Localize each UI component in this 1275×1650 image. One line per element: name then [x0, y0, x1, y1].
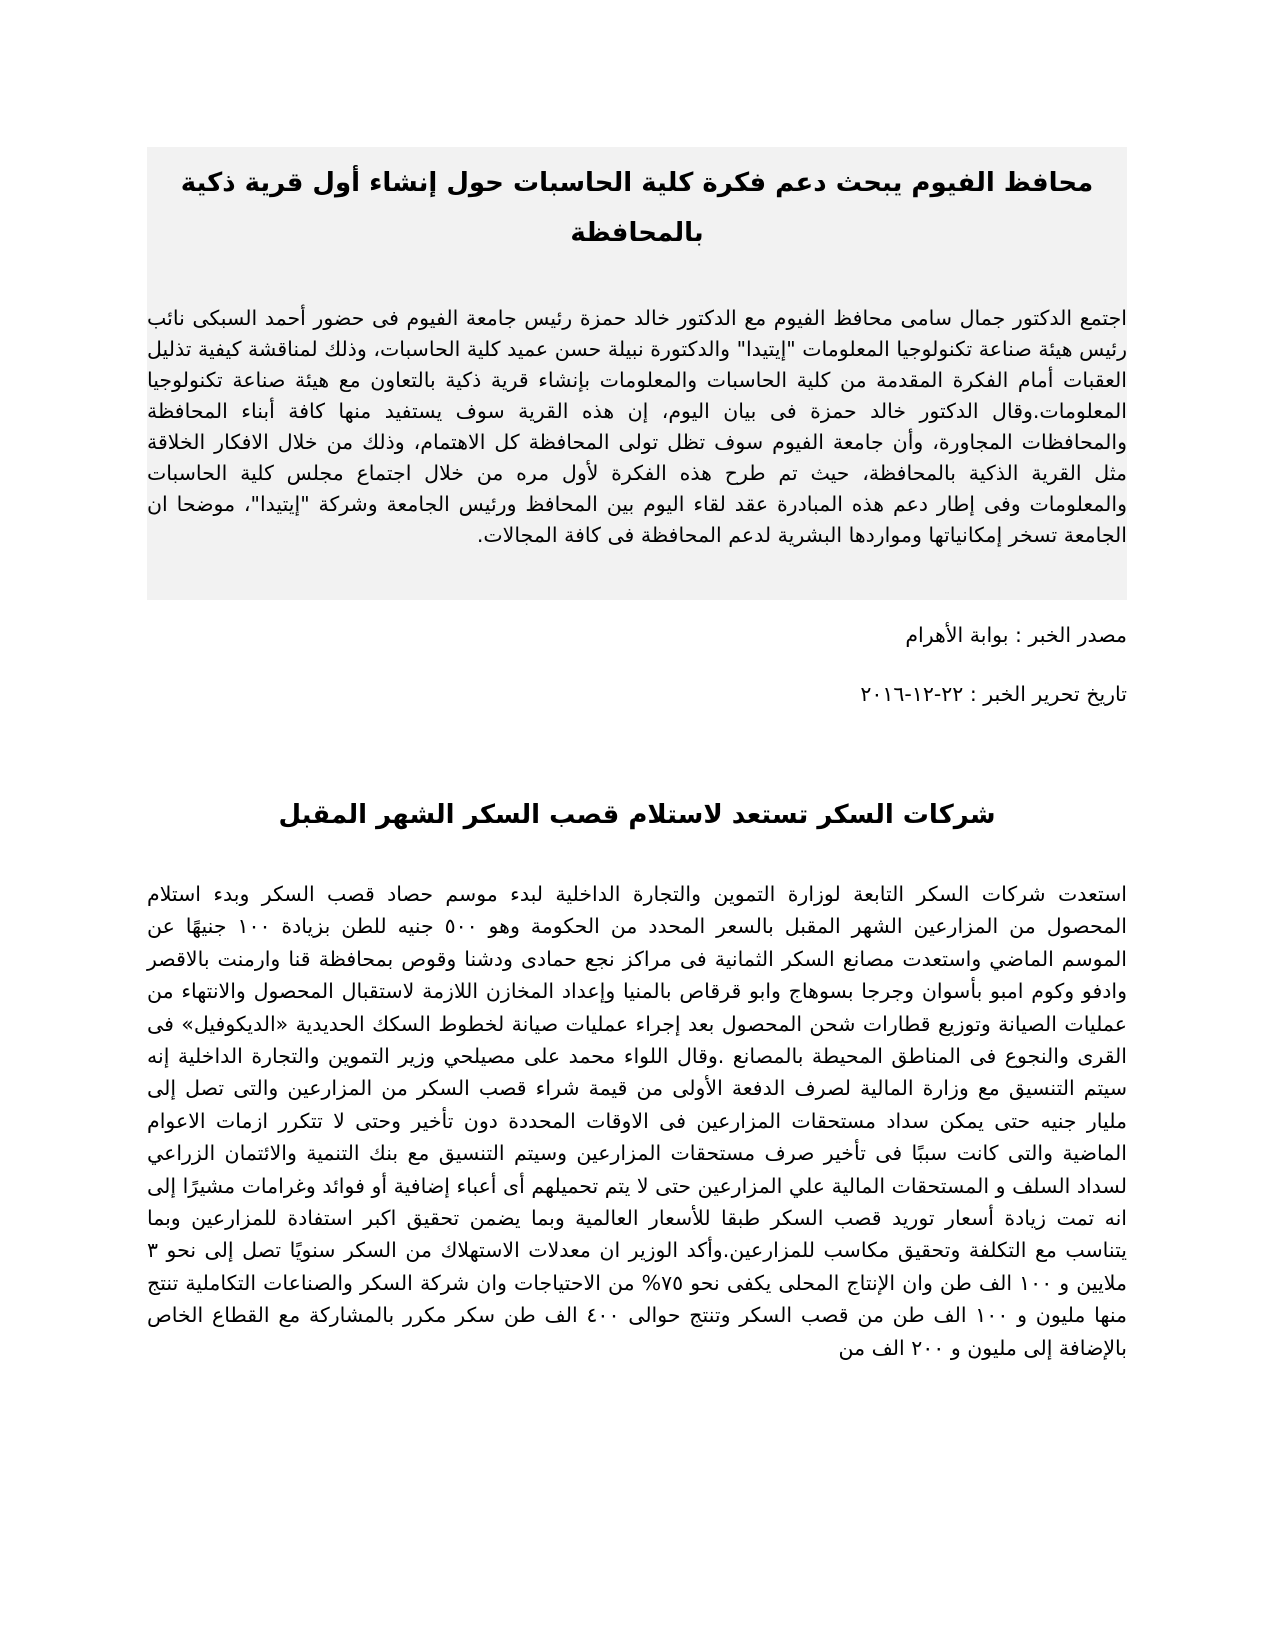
news-date: تاريخ تحرير الخبر : ٢٢-١٢-٢٠١٦: [860, 682, 1127, 706]
article-body: استعدت شركات السكر التابعة لوزارة التموين والتجارة الداخلية لبدء موسم حصاد قصب السكر وبدء استلام المحصول من المزارعين الشهر المقبل بالسعر المحدد من الحكومة وهو ٥٠٠ جنيه للطن بزيادة ١٠٠ جنيهًا عن الموسم الماضي واستعدت مصانع السكر الثمانية فى مراكز نجع حمادى ودشنا وقوص بمحافظة قنا وارمنت بالاقصر وادفو وكوم امبو بأسوان وجرجا بسوهاج وابو قرقاص بالمنيا وإعداد المخازن اللازمة لاستقبال المحصول والانتهاء من عمليات الصيانة وتوزيع قطارات شحن المحصول بعد إجراء عمليات صيانة لخطوط السكك الحديدية «الديكوفيل» فى القرى والنجوع فى المناطق المحيطة بالمصانع .وقال اللواء محمد على مصيلحي وزير التموين والتجارة الداخلية إنه سيتم التنسيق مع وزارة المالية لصرف الدفعة الأولى من قيمة شراء قصب السكر من المزارعين والتى تصل إلى مليار جنيه حتى يمكن سداد مستحقات المزارعين فى الاوقات المحددة دون تأخير وحتى لا تتكرر ازمات الاعوام الماضية والتى كانت سببًا فى تأخير صرف مستحقات المزارعين وسيتم التنسيق مع بنك التنمية والائتمان الزراعي لسداد السلف و المستحقات المالية علي المزارعين حتى لا يتم تحميلهم أى أعباء إضافية أو فوائد وغرامات مشيرًا إلى انه تمت زيادة أسعار توريد قصب السكر طبقا للأسعار العالمية وبما يضمن تحقيق اكبر استفادة للمزارعين وبما يتناسب مع التكلفة وتحقيق مكاسب للمزارعين.وأكد الوزير ان معدلات الاستهلاك من السكر سنويًا تصل إلى نحو ٣ ملايين و ١٠٠ الف طن وان الإنتاج المحلى يكفى نحو ٧٥% من الاحتياجات وان شركة السكر والصناعات التكاملية تنتج منها مليون و ١٠٠ الف طن من قصب السكر وتنتج حوالى ٤٠٠ الف طن سكر مكرر بالمشاركة مع القطاع الخاص بالإضافة إلى مليون و ٢٠٠ الف من: [147, 882, 1127, 1360]
article-body: اجتمع الدكتور جمال سامى محافظ الفيوم مع الدكتور خالد حمزة رئيس جامعة الفيوم فى حضور أحمد السبكى نائب رئيس هيئة صناعة تكنولوجيا المعلومات "إيتيدا" والدكتورة نبيلة حسن عميد كلية الحاسبات، وذلك لمناقشة كيفية تذليل العقبات أمام الفكرة المقدمة من كلية الحاسبات والمعلومات بإنشاء قرية ذكية بالتعاون مع هيئة صناعة تكنولوجيا المعلومات.وقال الدكتور خالد حمزة فى بيان اليوم، إن هذه القرية سوف يستفيد منها كافة أبناء المحافظة والمحافظات المجاورة، وأن جامعة الفيوم سوف تظل تولى المحافظة كل الاهتمام، وذلك من خلال الافكار الخلاقة مثل القرية الذكية بالمحافظة، حيث تم طرح هذه الفكرة لأول مره من خلال اجتماع مجلس كلية الحاسبات والمعلومات وفى إطار دعم هذه المبادرة عقد لقاء اليوم بين المحافظ ورئيس الجامعة وشركة "إيتيدا"، موضحا ان الجامعة تسخر إمكانياتها ومواردها البشرية لدعم المحافظة فى كافة المجالات.: [147, 306, 1127, 547]
article-title: شركات السكر تستعد لاستلام قصب السكر الشهر المقبل: [278, 800, 996, 830]
news-source: مصدر الخبر : بوابة الأهرام: [905, 623, 1127, 647]
article-title: محافظ الفيوم يبحث دعم فكرة كلية الحاسبات حول إنشاء أول قرية ذكية بالمحافظة: [180, 168, 1094, 248]
